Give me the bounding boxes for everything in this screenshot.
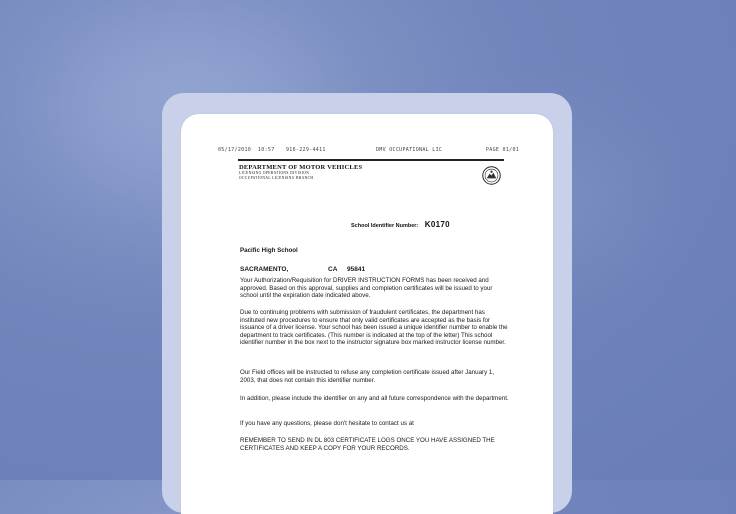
paragraph-approval bbox=[240, 277, 510, 300]
paragraph-text: REMEMBER TO SEND IN DL 803 CERTIFICATE LOGS ONCE YOU HAVE ASSIGNED THE CERTIFICATES AND KEEP A COPY FOR YOUR RECORDS. bbox=[240, 437, 495, 452]
state-seal-icon bbox=[482, 166, 501, 185]
letterhead-rule-top bbox=[238, 159, 504, 161]
letterhead bbox=[239, 164, 362, 181]
school-identifier-label: School Identifier Number: bbox=[351, 223, 419, 229]
school-identifier bbox=[351, 220, 450, 229]
agency-name: DEPARTMENT OF MOTOR VEHICLES bbox=[239, 164, 363, 171]
paragraph-reminder bbox=[240, 437, 510, 452]
fax-time: 10:57 bbox=[258, 147, 275, 153]
branch-name: OCCUPATIONAL LICENSING BRANCH bbox=[239, 176, 314, 180]
fax-page: PAGE 01/01 bbox=[486, 147, 520, 153]
paragraph-text: Our Field offices will be instructed to refuse any completion certificate issued after January 1, 2003, that does not contain this identifier number. bbox=[240, 369, 495, 384]
fax-date: 05/17/2010 bbox=[218, 147, 252, 153]
paragraph-text: Your Authorization/Requisition for DRIVER INSTRUCTION FORMS has been received and approved. Based on this approval, supplies and completion certificates will be issued to your school until the expiration date indicated above. bbox=[240, 277, 493, 300]
paragraph-correspondence bbox=[240, 395, 510, 403]
recipient-name: Pacific High School bbox=[240, 247, 298, 254]
recipient-zip: 95841 bbox=[347, 266, 366, 273]
paragraph-text: Due to continuing problems with submission of fraudulent certificates, the department has instituted new procedures to ensure that only valid certificates are accepted as the basis for issuance of a driver license. Your school has been issued a unique identifier number to enable the department to track certificates. (This number is indicated at the top of the letter) This school identifier number in the box next to the instructor signature box marked instructor license number. bbox=[240, 309, 508, 347]
paragraph-text: In addition, please include the identifier on any and all future correspondence with the department. bbox=[240, 395, 509, 402]
school-identifier-value: K0170 bbox=[424, 220, 450, 229]
paragraph-procedures bbox=[240, 309, 510, 347]
paragraph-questions bbox=[240, 420, 510, 428]
fax-phone: 916-229-4411 bbox=[286, 147, 326, 153]
fax-sender: DMV OCCUPATIONAL LIC bbox=[376, 147, 443, 153]
document-page bbox=[181, 114, 553, 514]
division-name: LICENSING OPERATIONS DIVISION bbox=[239, 171, 310, 175]
recipient-state: CA bbox=[328, 266, 338, 273]
paragraph-text: If you have any questions, please don't hesitate to contact us at bbox=[240, 420, 414, 427]
recipient-city: SACRAMENTO, bbox=[240, 266, 289, 273]
paragraph-field-offices bbox=[240, 369, 510, 384]
